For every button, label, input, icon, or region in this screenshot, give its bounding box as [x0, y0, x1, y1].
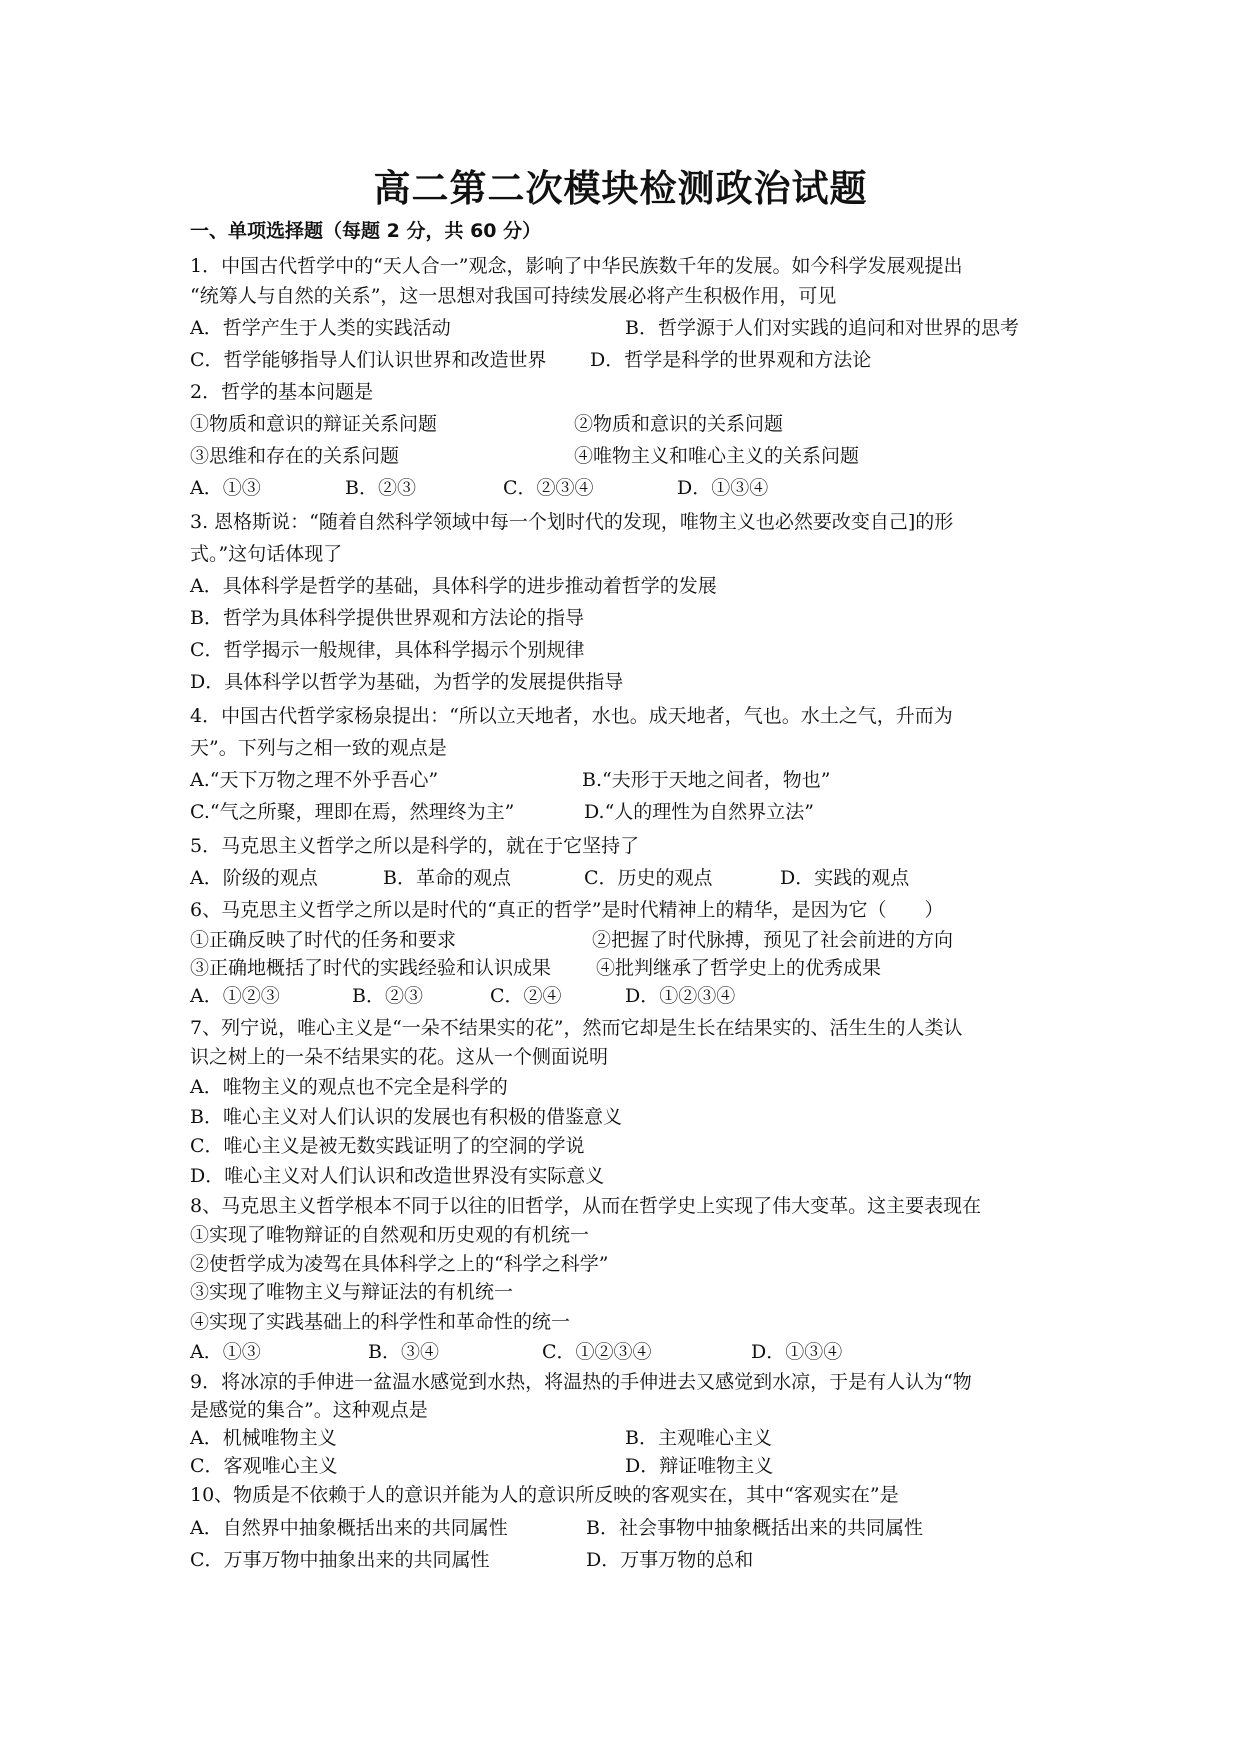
question-5-option-d: D．实践的观点	[780, 867, 910, 889]
question-4-option-a: A.“天下万物之理不外乎吾心”	[190, 769, 439, 791]
question-4-option-d: D.“人的理性为自然界立法”	[584, 801, 815, 823]
question-5-option-b: B．革命的观点	[383, 867, 511, 889]
question-6-item: ②把握了时代脉搏，预见了社会前进的方向	[592, 929, 954, 951]
question-4-stem: 天”。下列与之相一致的观点是	[190, 737, 447, 759]
question-10-option-a: A．自然界中抽象概括出来的共同属性	[190, 1517, 508, 1539]
question-6-item: ④批判继承了哲学史上的优秀成果	[596, 957, 882, 979]
question-1-option-a: A．哲学产生于人类的实践活动	[190, 317, 451, 339]
question-2-option-d: D．①③④	[677, 477, 769, 499]
question-7-stem: 识之树上的一朵不结果实的花。这从一个侧面说明	[190, 1046, 609, 1068]
question-1-option-c: C．哲学能够指导人们认识世界和改造世界	[190, 349, 547, 371]
question-8-option-d: D．①③④	[751, 1341, 843, 1363]
question-9-stem: 是感觉的集合”。这种观点是	[190, 1399, 428, 1421]
question-8-option-c: C．①②③④	[542, 1341, 652, 1363]
question-8-item: ①实现了唯物辩证的自然观和历史观的有机统一	[190, 1224, 590, 1246]
question-2-option-b: B．②③	[345, 477, 416, 499]
question-1-stem: 1．中国古代哲学中的“天人合一”观念，影响了中华民族数千年的发展。如今科学发展观提出	[190, 255, 963, 277]
question-7-option-b: B．唯心主义对人们认识的发展也有积极的借鉴意义	[190, 1106, 622, 1128]
question-2-option-c: C．②③④	[503, 477, 594, 499]
question-10-option-d: D．万事万物的总和	[586, 1549, 754, 1571]
question-9-stem: 9．将冰凉的手伸进一盆温水感觉到水热，将温热的手伸进去又感觉到水凉，于是有人认为“物	[190, 1371, 972, 1393]
question-8-stem: 8、马克思主义哲学根本不同于以往的旧哲学，从而在哲学史上实现了伟大变革。这主要表现在	[190, 1195, 982, 1217]
question-10-option-c: C．万事万物中抽象出来的共同属性	[190, 1549, 490, 1571]
question-3-option-a: A．具体科学是哲学的基础，具体科学的进步推动着哲学的发展	[190, 575, 717, 597]
question-1-stem: “统筹人与自然的关系”，这一思想对我国可持续发展必将产生积极作用，可见	[190, 285, 837, 307]
question-2-item: ④唯物主义和唯心主义的关系问题	[574, 445, 860, 467]
question-6-option-b: B．②③	[352, 985, 423, 1007]
question-3-option-d: D．具体科学以哲学为基础，为哲学的发展提供指导	[190, 671, 624, 693]
question-6-option-d: D．①②③④	[625, 985, 736, 1007]
question-8-option-a: A．①③	[190, 1341, 261, 1363]
question-5-option-c: C．历史的观点	[584, 867, 713, 889]
question-2-item: ②物质和意识的关系问题	[574, 413, 784, 435]
question-9-option-c: C．客观唯心主义	[190, 1455, 338, 1477]
question-6-option-c: C．②④	[490, 985, 562, 1007]
question-8-item: ②使哲学成为凌驾在具体科学之上的“科学之科学”	[190, 1253, 609, 1275]
question-5-stem: 5．马克思主义哲学之所以是科学的，就在于它坚持了	[190, 835, 640, 857]
question-9-option-d: D．辩证唯物主义	[625, 1455, 774, 1477]
question-2-item: ①物质和意识的辩证关系问题	[190, 413, 438, 435]
question-8-item: ④实现了实践基础上的科学性和革命性的统一	[190, 1311, 571, 1333]
question-8-item: ③实现了唯物主义与辩证法的有机统一	[190, 1281, 514, 1303]
page-title: 高二第二次模块检测政治试题	[373, 167, 868, 210]
question-7-option-c: C．唯心主义是被无数实践证明了的空洞的学说	[190, 1135, 585, 1157]
question-5-option-a: A．阶级的观点	[190, 867, 318, 889]
question-1-option-d: D．哲学是科学的世界观和方法论	[590, 349, 872, 371]
question-9-option-a: A．机械唯物主义	[190, 1427, 337, 1449]
question-4-option-c: C.“气之所聚，理即在焉，然理终为主”	[190, 801, 515, 823]
question-1-option-b: B．哲学源于人们对实践的追问和对世界的思考	[625, 317, 1019, 339]
question-3-stem: 3. 恩格斯说：“随着自然科学领域中每一个划时代的发现，唯物主义也必然要改变自己]的形	[190, 511, 954, 533]
question-6-stem: 6、马克思主义哲学之所以是时代的“真正的哲学”是时代精神上的精华，是因为它（ ）	[190, 899, 944, 921]
question-8-option-b: B．③④	[368, 1341, 439, 1363]
question-3-option-c: C．哲学揭示一般规律，具体科学揭示个别规律	[190, 639, 585, 661]
question-4-option-b: B.“夫形于天地之间者，物也”	[582, 769, 831, 791]
question-2-item: ③思维和存在的关系问题	[190, 445, 400, 467]
section-heading: 一、单项选择题（每题 2 分，共 60 分）	[190, 220, 542, 242]
question-4-stem: 4．中国古代哲学家杨泉提出：“所以立天地者，水也。成天地者，气也。水土之气，升而为	[190, 705, 953, 727]
question-7-stem: 7、列宁说，唯心主义是“一朵不结果实的花”，然而它却是生长在结果实的、活生生的人类认	[190, 1017, 963, 1039]
question-6-option-a: A．①②③	[190, 985, 280, 1007]
question-10-stem: 10、物质是不依赖于人的意识并能为人的意识所反映的客观实在，其中“客观实在”是	[190, 1484, 899, 1506]
question-2-option-a: A．①③	[190, 477, 261, 499]
question-2-stem: 2．哲学的基本问题是	[190, 381, 374, 403]
question-3-stem: 式。”这句话体现了	[190, 543, 343, 565]
question-3-option-b: B．哲学为具体科学提供世界观和方法论的指导	[190, 607, 584, 629]
question-10-option-b: B．社会事物中抽象概括出来的共同属性	[586, 1517, 923, 1539]
question-6-item: ①正确反映了时代的任务和要求	[190, 929, 457, 951]
question-9-option-b: B．主观唯心主义	[625, 1427, 772, 1449]
question-7-option-d: D．唯心主义对人们认识和改造世界没有实际意义	[190, 1165, 605, 1187]
question-6-item: ③正确地概括了时代的实践经验和认识成果	[190, 957, 552, 979]
question-7-option-a: A．唯物主义的观点也不完全是科学的	[190, 1076, 508, 1098]
